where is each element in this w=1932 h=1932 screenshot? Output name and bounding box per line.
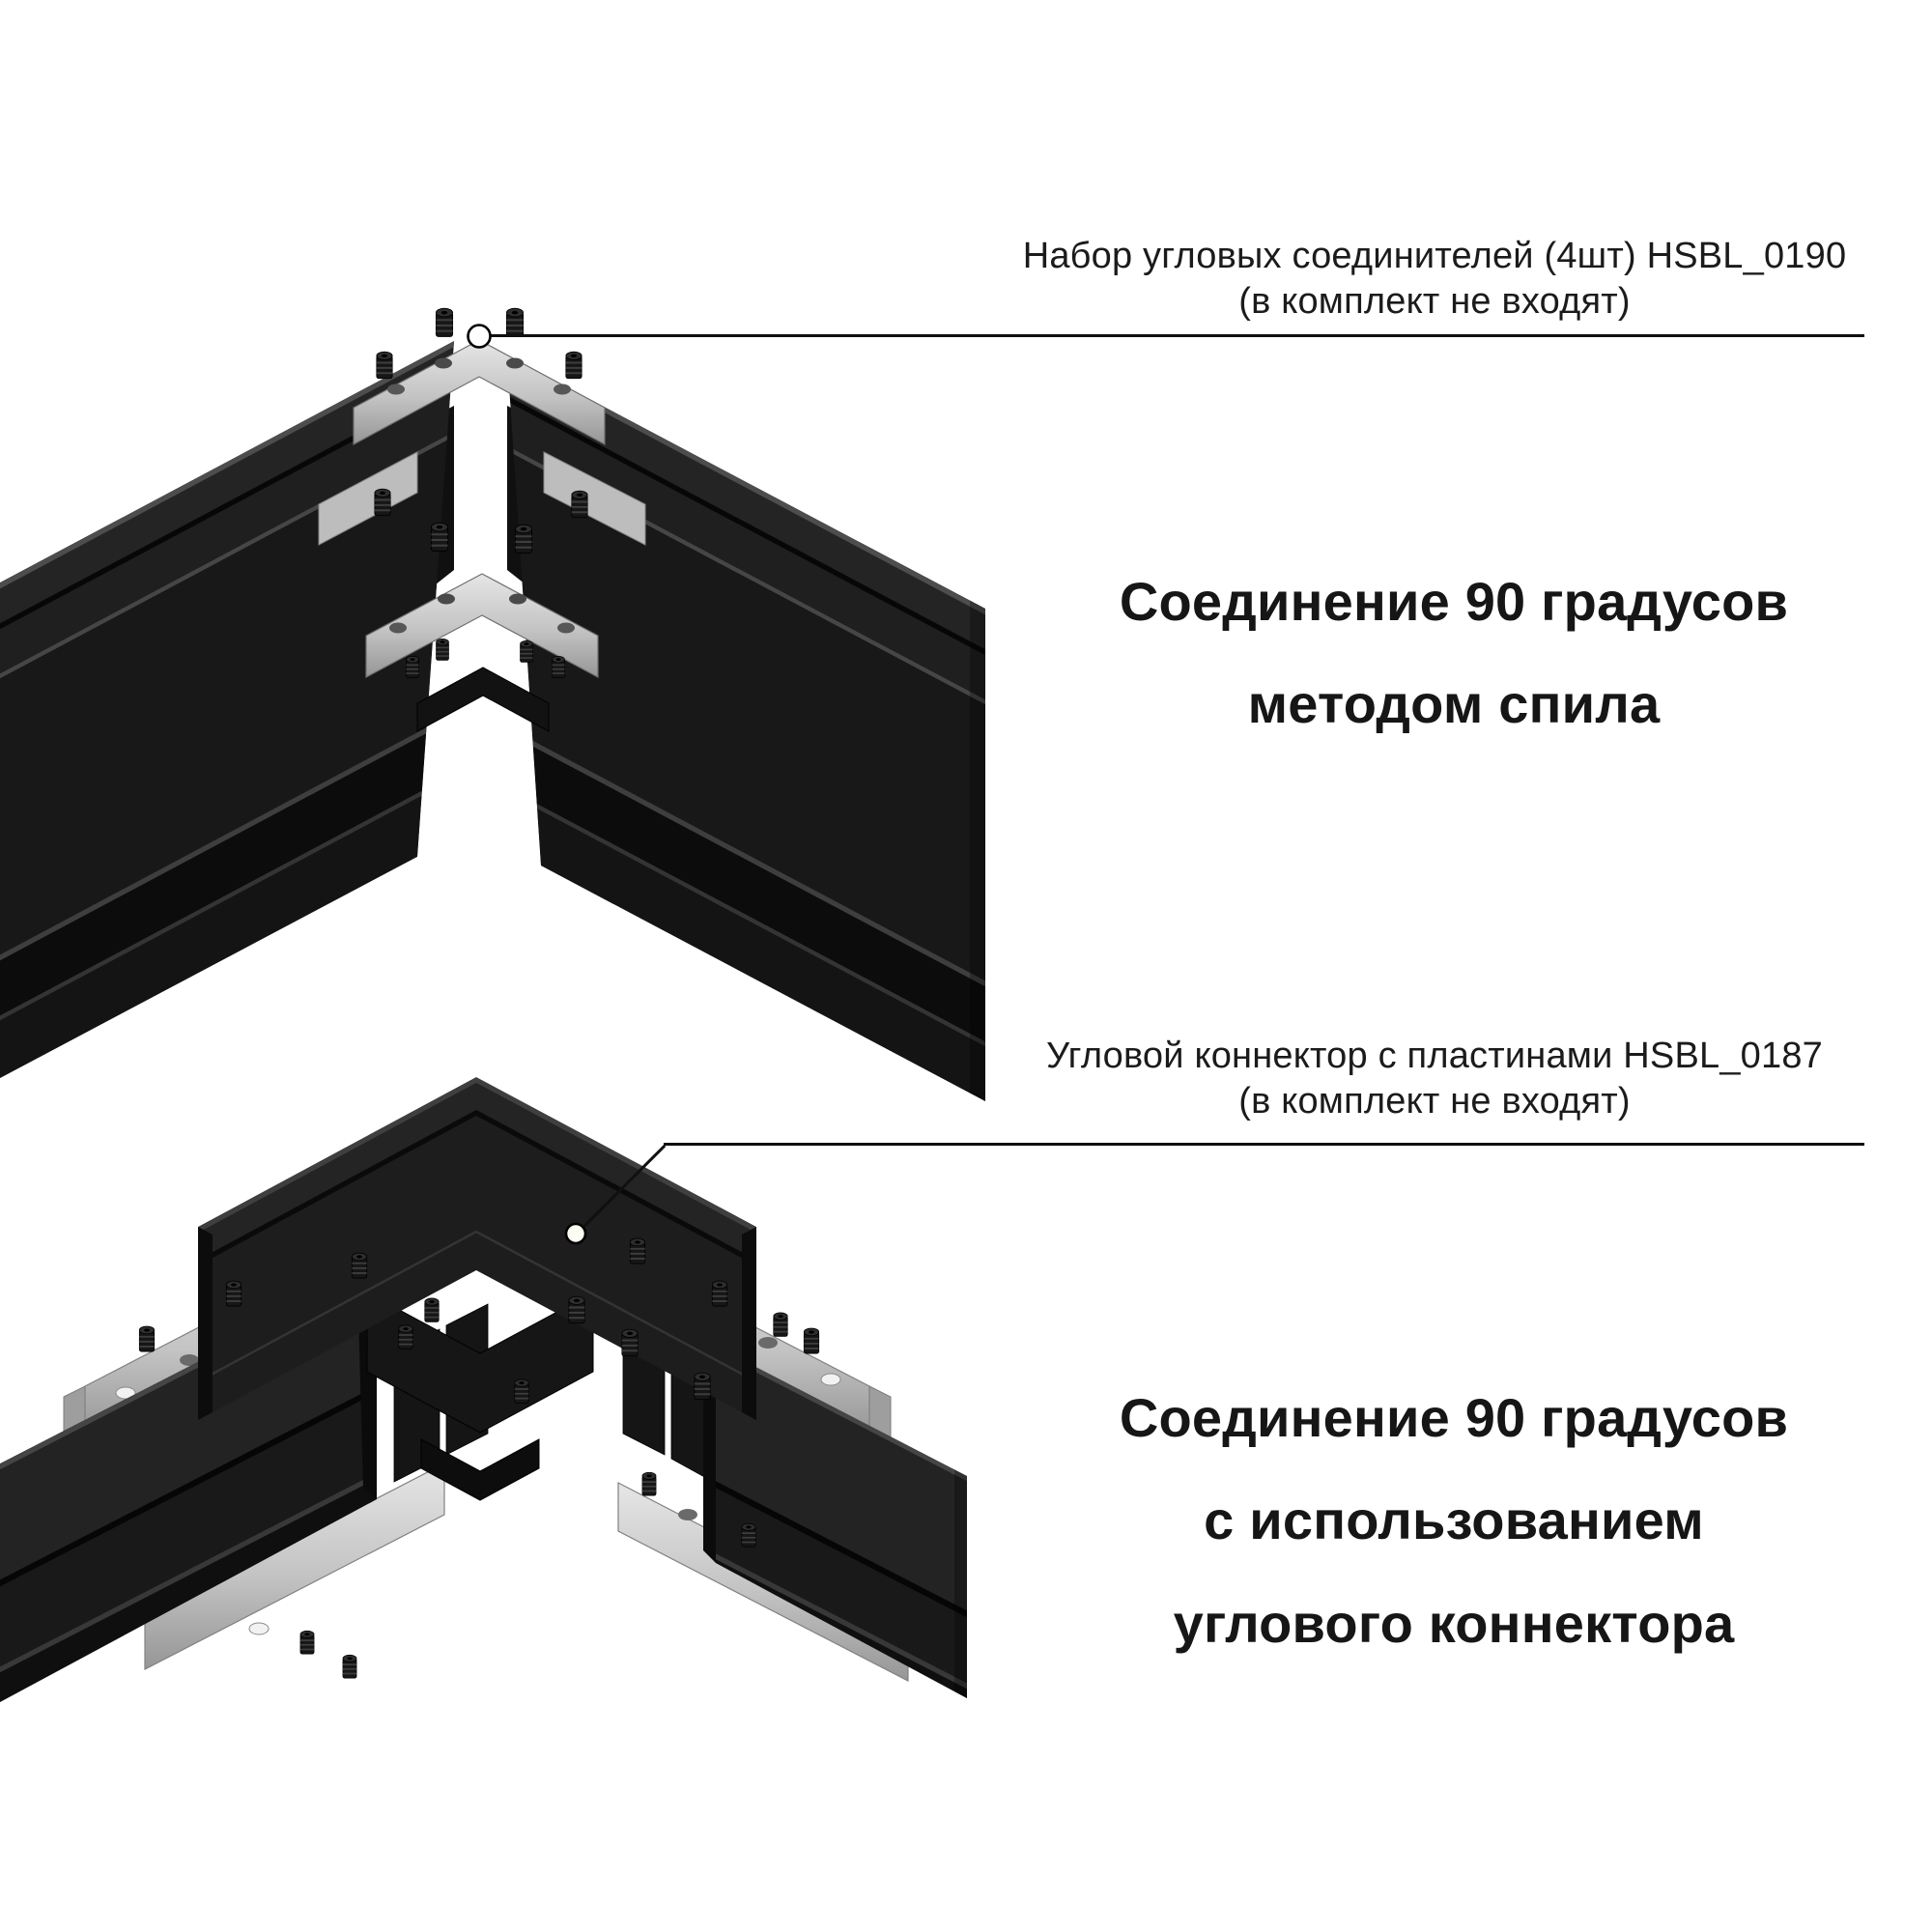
set-screw-icon [553,656,565,677]
set-screw-icon [572,491,587,518]
heading-line: Соединение 90 градусов [1119,571,1789,632]
set-screw-icon [343,1655,356,1678]
callout-leader-line [664,1143,1864,1146]
heading-line: методом спила [1247,673,1661,735]
set-screw-icon [566,352,582,379]
callout-marker-circle [469,326,491,348]
callout-line: (в комплект не входят) [1238,281,1631,323]
set-screw-icon [630,1238,644,1264]
set-screw-icon [695,1373,710,1400]
set-screw-icon [399,1325,412,1349]
callout-line: (в комплект не входят) [1238,1081,1631,1122]
set-screw-icon [431,523,447,551]
set-screw-icon [437,639,449,660]
set-screw-icon [742,1523,755,1547]
heading-line: углового коннектора [1173,1592,1735,1654]
set-screw-icon [521,640,533,662]
set-screw-icon [375,489,390,516]
heading-line: Соединение 90 градусов [1119,1387,1789,1448]
set-screw-icon [569,1296,584,1323]
corner-connector-illustration [0,1053,1111,1855]
set-screw-icon [642,1472,656,1495]
callout-leader-line [491,334,1864,337]
callout-line: Угловой коннектор с пластинами HSBL_0187 [1045,1036,1824,1076]
callout-line: Набор угловых соединителей (4шт) HSBL_0190 [1022,236,1847,276]
profile-left-arm [0,333,469,1081]
set-screw-icon [407,656,419,677]
profile-right-arm [502,353,990,1107]
set-screw-icon [712,1281,726,1306]
set-screw-icon [515,1379,528,1403]
miter-joint-illustration [0,251,995,1121]
set-screw-icon [622,1329,638,1356]
set-screw-icon [425,1298,439,1321]
set-screw-icon [804,1328,818,1353]
set-screw-icon [139,1326,154,1351]
set-screw-icon [352,1253,366,1278]
set-screw-icon [436,308,452,336]
top-heading [1019,551,1889,756]
callout-marker-circle [566,1224,585,1243]
set-screw-icon [300,1631,314,1654]
set-screw-icon [774,1313,787,1336]
set-screw-icon [377,352,392,379]
set-screw-icon [226,1281,241,1306]
bottom-heading [1019,1367,1889,1675]
heading-line: с использованием [1204,1490,1704,1551]
bottom-callout-label [985,1034,1884,1124]
top-callout-label [985,234,1884,325]
set-screw-icon [506,308,523,336]
set-screw-icon [515,525,531,553]
